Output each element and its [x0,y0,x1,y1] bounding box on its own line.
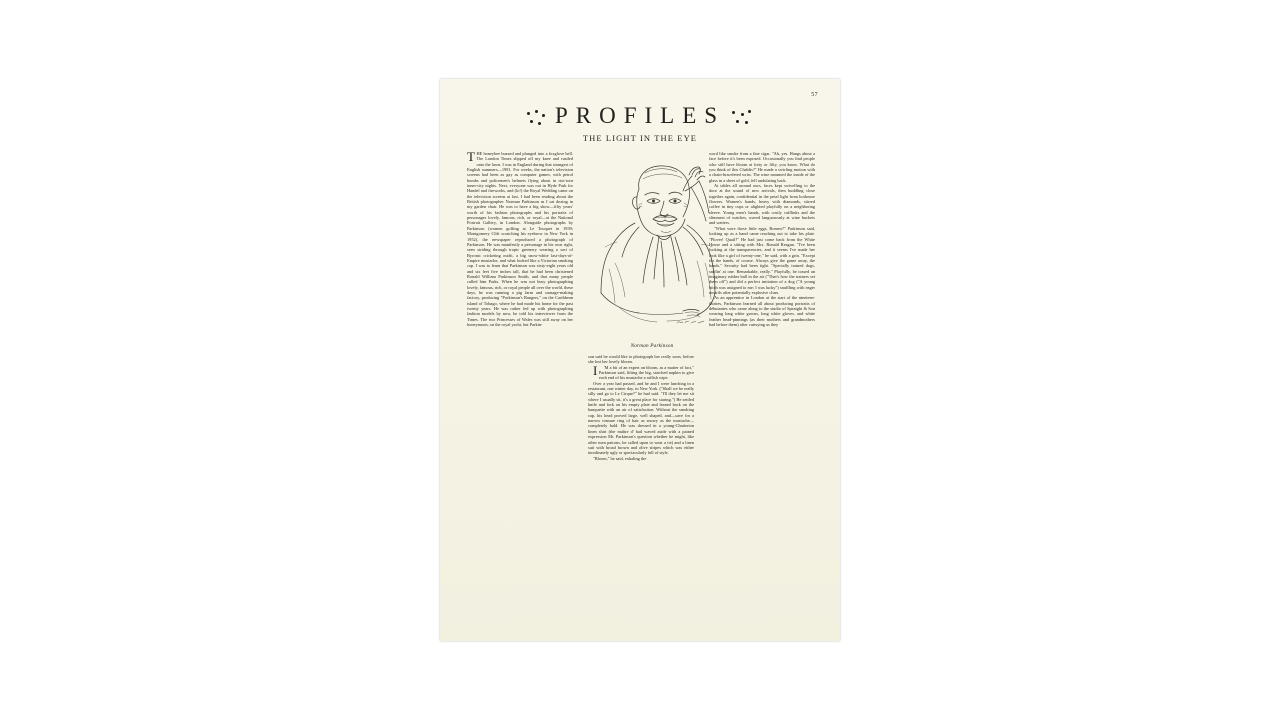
masthead [440,104,840,129]
paragraph-text: Over a year had passed, and he and I were lunching in a restaurant, one winter day, in New York. ("Shall we be really silly and go to Le Cirque?" he had said. "I'll they let me sit where I usually sit, it's a great place for staring.") He settled knife and fork on his empty plate and leaned back on the banquette with an air of satisfaction. Without the smoking cap, his head proved large, well shaped, and—save for a narrow tonsure ring of hair as snowy as the mustache—completely bald. He was dressed in a young-Chatterton linen shirt (the maître d' had waved aside with a pained expression Mr. Parkinson's question whether he might, like other men patrons, be called upon to wear a tie) and a linen suit with broad brown and olive stripes which was either inordinately ugly or spectacularly full of style. [588,380,694,456]
paragraph [588,354,694,365]
drop-cap-2: I [593,362,598,378]
paragraph [709,295,815,327]
portrait-illustration [579,151,725,347]
text-column-3 [709,151,815,327]
text-column-2 [588,354,694,461]
magazine-page [440,79,840,641]
paragraph-text: 'M a bit of an expert on bloom, as a matter of fact," Parkinson said, lifting the big, starched napkin to give each end of his mustache a raffish wipe. [598,364,694,381]
drop-cap: T [467,149,475,164]
paragraph-text: "Bloom," he said, exhaling the [593,455,647,461]
article-body [467,151,815,623]
text-column-1 [467,151,573,327]
article-subtitle: THE LIGHT IN THE EYE [582,133,698,143]
page-surface [440,79,840,641]
paragraph-text: As an apprentice in London at the start of the nineteen-thirties, Parkinson learned all about producing portraits of débutantes who came along to the studio of Speaight & Son wearing long white gowns, long white gloves, and white feather head-pinnings (as their mothers and grandmothers had before them) after curtsying as they [709,295,815,327]
paragraph-text: At tables all around ours, faces kept swivelling to the door at the sound of new arrivals, then huddling close together again, confidential in the petal light from hothouse flowers. Women's hands, heavy with diamonds, stirred coffee in tiny cups or alighted playfully on a neighboring sleeve. Young men's hands, with costly cufflinks and the slimmest of watches, waved languorously at wine buckets and waiters. [709,183,815,226]
decorative-dots-left-icon [525,109,551,129]
paragraph-text: HE honeybee buzzed and plunged into a foxglove bell. The London Times slipped off my knee and rustled onto the lawn. I was in England during that strangest of English summers—1981. For weeks, the nation's television screens had been as gay as computer games, with petrol bombs and policemen's helmets flying about in riot-torn inner-city nights. Next, everyone was out in Hyde Park for Handel and fireworks, and (lo!) the Royal Wedding came on the television screens at last. I had been reading about the British photographer Norman Parkinson as I sat dozing in my garden chair. He was to have a big show—fifty years' worth of his fashion photographs and his portraits of personages lovely, famous, rich, or royal—at the National Portrait Gallery, in London. Alongside photographs by Parkinson (women golfing at Le Touquet in 1939; Montgomery Clift scratching his eyebrow in New York in 1952), the newspaper reproduced a photograph of Parkinson. He was manifestly a personage in his own right, seen striding through tropic greenery wearing a sort of Byronic cricketing outfit, a big snow-white last-days-of-Empire mustache, and what looked like a Victorian smoking cap. I was to learn that Parkinson was sixty-eight years old and six feet five inches tall, that he had been christened Ronald William Parkinson Smith, and that many people called him Parks. When he was not busy photographing lovely, famous, rich, or royal people all over the world, these days, he was running a pig farm and sausage-making factory, producing "Porkinson's Bangers," on the Caribbean island of Tobago, where he had made his home for the past twenty years. He was rather fed up with photographing fashion models by now, he told his interviewer from the Times. The two Princesses of Wales was still away on her honeymoon, on the royal yacht, but Parkin- [467,151,573,327]
paragraph [709,183,815,226]
paragraph [588,362,694,381]
paragraph [588,456,694,461]
paragraph-text: word like smoke from a fine cigar. "Ah, yes. Hangs about a face before it's been exposed. Occasionally you find people who still have bloom at forty or fifty, you know. What do you think of this Chablis?" He made a swirling motion with a chain-braceleted wrist. The wine mounted the inside of the glass in a sheet of gold, fell undulating back. [709,151,815,183]
paragraph [709,151,815,183]
decorative-dots-right-icon [729,109,755,129]
page-number: 57 [811,92,818,98]
illustration-caption: Norman Parkinson [630,343,674,349]
paragraph-text: son said he would like to photograph her really soon, before she lost her lovely bloom. [588,354,694,365]
page-title: PROFILES [554,103,726,128]
paragraph [709,226,815,295]
paragraph [467,151,573,327]
paragraph [588,381,694,456]
paragraph-text: "What were those little eggs, Romeo?" Parkinson said, looking up as a hand came reaching out to take his plate. "Plover! Quail?" He had just come back from the White House and a sitting with Mrs. Ronald Reagan. "I've been looking at the transparencies, and it seems I've made her look like a girl of twenty-one," he said, with a grin. "Except for the hands, of course. Always give the game away, the hands." Security had been tight. "Specially trained dogs, sniffin' at one. Remarkable, really." Playfully, he tossed an imaginary rubber ball in the air ("That's how the trainers set them off") and did a perfect imitation of a dog ("A young bitch was assigned to me; I was lucky") snuffling with eager nostrils after potentially explosive clues. [709,225,815,295]
